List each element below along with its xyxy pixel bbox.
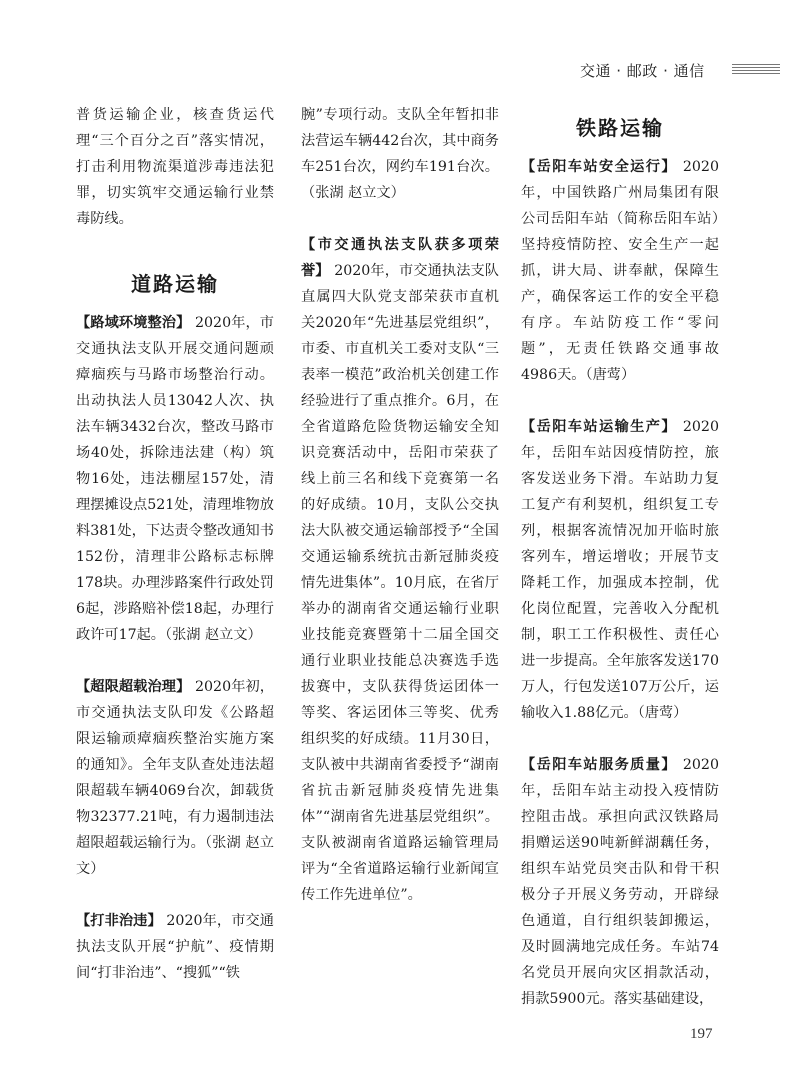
article-heading: 【打非治违】 — [76, 913, 162, 929]
column-2 — [301, 102, 499, 908]
article-body: 2020年，岳阳车站因疫情防控，旅客发送业务下滑。车站助力复工复产有利契机，组织复工专列，根据客流情况加开临时旅客列车，增运增收；开展节支降耗工作，加强成本控制，优化岗位配置，完善收入分配机制，职工工作积极性、责任心进一步提高。全年旅客发送170万人，行包发送107万公斤，运输收入1.88亿元。（唐莺） — [521, 419, 719, 721]
column-1 — [76, 102, 274, 986]
article-overload-control — [76, 674, 274, 882]
article-illegal-operation — [76, 908, 274, 986]
running-header-title: 交通 · 邮政 · 通信 — [580, 62, 705, 80]
column-3 — [521, 102, 719, 1012]
article-body: 2020年初，市交通执法支队印发《公路超限运输顽瘴痼疾整治实施方案的通知》。全年支队查处违法超限超载车辆4069台次，卸载货物32377.21吨，有力遏制违法超限超载运输行为。（张湖 赵立文） — [76, 679, 274, 877]
section-heading-road-transport: 道路运输 — [131, 272, 219, 296]
section-heading-railway-transport: 铁路运输 — [576, 116, 664, 140]
article-heading: 【岳阳车站运输生产】 — [521, 419, 677, 435]
article-station-production — [521, 414, 719, 726]
article-body: 2020年，中国铁路广州局集团有限公司岳阳车站（简称岳阳车站）坚持疫情防控、安全生产一起抓，讲大局、讲奉献，保障生产，确保客运工作的安全平稳有序。车站防疫工作“零问题”，无责任铁路交通事故4986天。（唐莺） — [521, 159, 719, 383]
article-heading: 【超限超载治理】 — [76, 679, 191, 695]
article-station-service — [521, 752, 719, 1012]
continued-paragraph: 腕”专项行动。支队全年暂扣非法营运车辆442台次，其中商务车251台次，网约车191台次。（张湖 赵立文） — [301, 107, 499, 201]
article-station-safety — [521, 154, 719, 388]
article-body: 2020年，市交通执法支队开展交通问题顽瘴痼疾与马路市场整治行动。出动执法人员13042人次、执法车辆3432台次，整改马路市场40处，拆除违法建（构）筑物16处，违法棚屋157处，清理摆摊设点521处，清理堆物放料381处，下达责令整改通知书152份，清理非公路标志标牌178块。办理涉路案件行政处罚6起，涉路赔补偿18起，办理行政许可17起。（张湖 赵立文） — [76, 315, 274, 643]
article-body: 2020年，市交通执法支队开展“护航”、疫情期间“打非治违”、“搜狐”“铁 — [76, 913, 274, 981]
article-body: 2020年，岳阳车站主动投入疫情防控阻击战。承担向武汉铁路局捐赠运送90吨新鲜湖藕任务，组织车站党员突击队和骨干积极分子开展义务劳动，开辟绿色通道，自行组织装卸搬运，及时圆满地完成任务。车站74名党员开展向灾区捐款活动，捐款5900元。落实基础建设， — [521, 757, 719, 1007]
continued-paragraph: 普货运输企业，核查货运代理“三个百分之百”落实情况，打击利用物流渠道涉毒违法犯罪，切实筑牢交通运输行业禁毒防线。 — [76, 107, 274, 227]
article-heading: 【岳阳车站服务质量】 — [521, 757, 677, 773]
header-decorative-rule — [732, 64, 780, 76]
article-enforcement-honors — [301, 232, 499, 908]
page-number: 197 — [690, 1026, 713, 1042]
article-heading: 【路域环境整治】 — [76, 315, 191, 331]
article-body: 2020年，市交通执法支队直属四大队党支部荣获市直机关2020年“先进基层党组织”，市委、市直机关工委对支队“三表率一模范”政治机关创建工作经验进行了重点推介。6月，在全省道路危险货物运输安全知识竞赛活动中，岳阳市荣获了线上前三名和线下竞赛第一名的好成绩。10月，支队公交执法大队被交通运输部授予“全国交通运输系统抗击新冠肺炎疫情先进集体”。10月底，在省厅举办的湖南省交通运输行业职业技能竞赛暨第十二届全国交通行业职业技能总决赛选手选拔赛中，支队获得货运团体一等奖、客运团体三等奖、优秀组织奖的好成绩。11月30日，支队被中共湖南省委授予“湖南省抗击新冠肺炎疫情先进集体”“湖南省先进基层党组织”。支队被湖南省道路运输管理局评为“全省道路运输行业新闻宣传工作先进单位”。 — [301, 263, 499, 903]
article-heading: 【岳阳车站安全运行】 — [521, 159, 677, 175]
article-heading: 【市交通执法支队获多项荣誉】 — [301, 237, 499, 279]
article-road-environment — [76, 310, 274, 648]
